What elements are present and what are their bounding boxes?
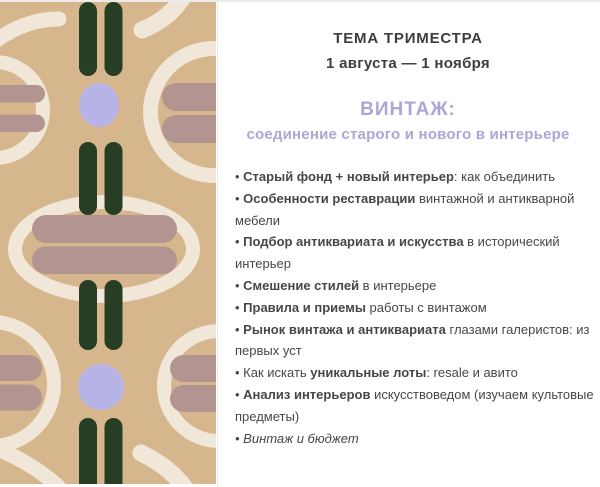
- list-item-text: в интерьере: [359, 277, 437, 293]
- decorative-pattern-panel: [0, 0, 216, 484]
- list-item-line: [235, 362, 591, 384]
- list-item: [235, 231, 591, 275]
- list-item-line: [235, 428, 591, 450]
- pattern-bar-mauve: [0, 355, 42, 381]
- list-item-line: [235, 188, 591, 210]
- list-item-text: мебели: [235, 212, 280, 228]
- list-item-text: интерьер: [235, 256, 291, 272]
- slide-content: [216, 0, 600, 487]
- list-item-line: [235, 166, 591, 188]
- pattern-bar-green: [79, 2, 97, 76]
- list-item-text: глазами галеристов: из: [445, 321, 590, 337]
- list-item: [235, 428, 591, 450]
- list-item-line: [235, 210, 591, 232]
- list-item-text: Винтаж и бюджет: [243, 430, 359, 446]
- pattern-bar-mauve: [170, 385, 216, 412]
- list-item: [235, 362, 591, 384]
- date-range: 1 августа — 1 ноября: [326, 55, 490, 72]
- list-item-text: •: [235, 386, 244, 402]
- pattern-bar-mauve: [0, 385, 42, 411]
- list-item-text: •: [235, 277, 244, 293]
- list-item-text: • Как искать: [235, 365, 311, 381]
- list-item-text: •: [235, 321, 244, 337]
- list-item-text: работы с винтажом: [365, 299, 487, 315]
- window-top-border: [0, 0, 600, 2]
- pattern-bar-mauve: [170, 355, 216, 382]
- list-item-text: уникальные лоты: [310, 365, 427, 381]
- list-item-text: : как объединить: [453, 169, 555, 184]
- list-item-text: Подбор антиквариата и искусства: [243, 234, 464, 250]
- list-item-text: винтажной и антикварной: [415, 190, 575, 206]
- pattern-bar-mauve: [32, 215, 177, 243]
- list-item-text: •: [235, 299, 244, 315]
- list-item-line: [235, 384, 594, 406]
- list-item-text: первых уст: [235, 343, 302, 359]
- list-item-line: [235, 319, 591, 341]
- pattern-bar-mauve: [0, 85, 45, 103]
- pattern-bar-mauve: [162, 83, 216, 111]
- list-item-text: Анализ интерьеров: [243, 386, 371, 402]
- list-item-text: искусствоведом (изучаем культовые: [370, 386, 594, 402]
- list-item-line: [235, 275, 591, 297]
- pattern-bar-mauve: [162, 115, 216, 143]
- pattern-bar-green: [105, 142, 123, 215]
- list-item: [235, 297, 591, 319]
- pattern-bar-green: [105, 2, 123, 76]
- list-item: [235, 384, 594, 428]
- list-item-text: Правила и приемы: [243, 299, 366, 315]
- list-item-text: •: [235, 234, 244, 250]
- pattern-bar-green: [79, 418, 97, 484]
- pattern-bar-mauve: [32, 247, 177, 275]
- list-item: [235, 275, 591, 297]
- list-item-line: [235, 406, 591, 428]
- list-item-line: [235, 231, 591, 253]
- page-title: ТЕМА ТРИМЕСТРА: [333, 30, 483, 47]
- pattern-bar-green: [105, 280, 123, 350]
- list-item-text: Рынок винтажа и антиквариата: [243, 321, 446, 337]
- list-item: [235, 166, 591, 188]
- list-item-line: [235, 253, 591, 275]
- list-item-text: Старый фонд + новый интерьер: [243, 169, 454, 184]
- pattern-bar-green: [105, 418, 123, 484]
- topic-subtitle: соединение старого и нового в интерьере: [246, 126, 570, 143]
- pattern-bar-green: [79, 280, 97, 350]
- pattern-bar-mauve: [0, 115, 45, 133]
- list-item: [235, 319, 591, 363]
- list-item-line: [235, 340, 591, 362]
- list-item-text: •: [235, 190, 244, 206]
- list-item-text: : resale и авито: [426, 365, 518, 381]
- list-item-text: •: [235, 430, 244, 446]
- list-item-text: Смешение стилей: [243, 277, 360, 293]
- list-item: [235, 188, 591, 232]
- abstract-pattern-graphic: [0, 0, 216, 484]
- list-item-line: [235, 297, 591, 319]
- pattern-dot-lavender-upper: [79, 83, 119, 127]
- list-item-text: Особенности реставрации: [243, 190, 416, 206]
- topic-bullet-list: [235, 166, 594, 449]
- list-item-text: •: [235, 169, 244, 184]
- list-item-text: предметы): [235, 408, 300, 424]
- pattern-dot-lavender-lower: [78, 364, 124, 410]
- pattern-bar-green: [79, 142, 97, 215]
- topic-title: ВИНТАЖ:: [360, 99, 456, 120]
- list-item-text: в исторический: [463, 234, 560, 250]
